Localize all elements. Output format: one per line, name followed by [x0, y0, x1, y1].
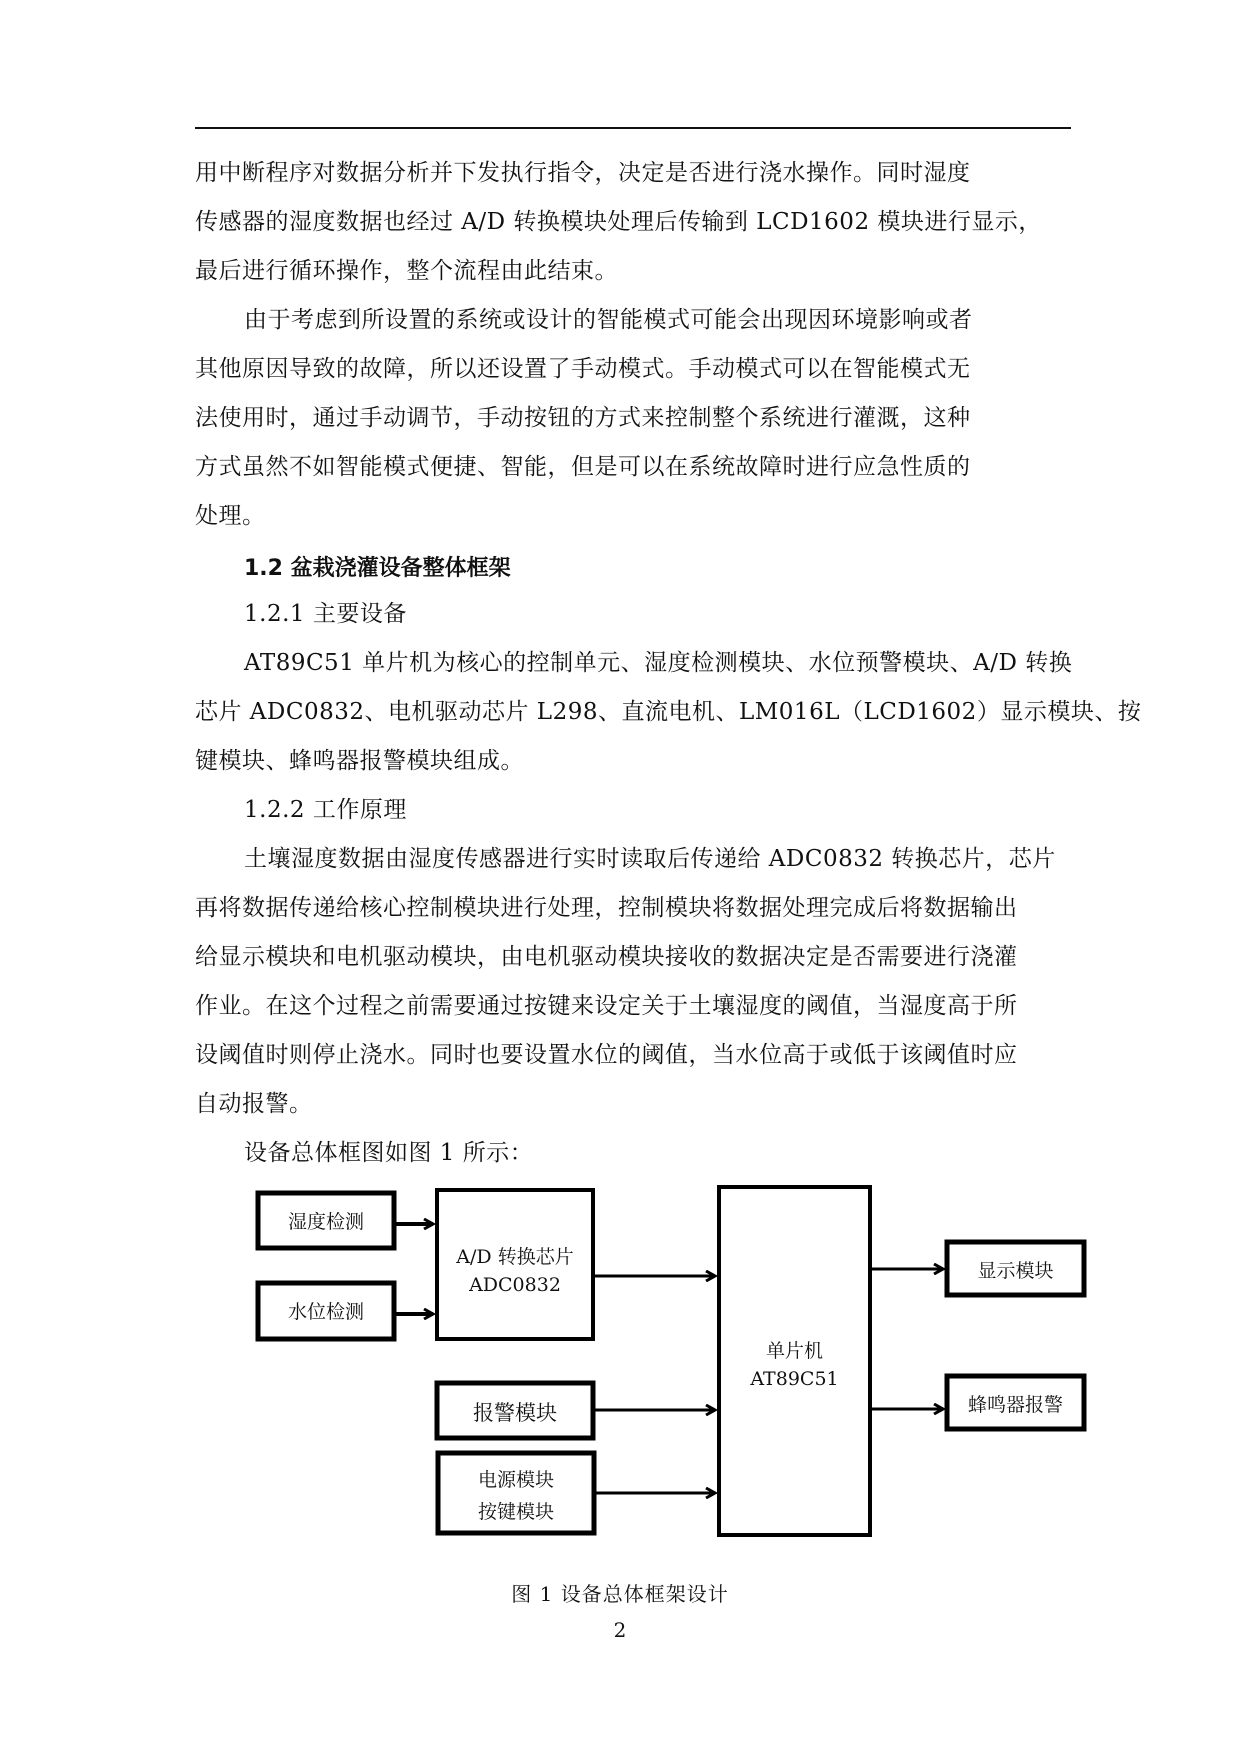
text-line: AT89C51 单片机为核心的控制单元、湿度检测模块、水位预警模块、A/D 转换: [244, 650, 1073, 676]
text-line: 作业。在这个过程之前需要通过按键来设定关于土壤湿度的阈值，当湿度高于所: [195, 993, 1018, 1019]
alarm-module-label: 报警模块: [473, 1401, 557, 1425]
text-line: 传感器的湿度数据也经过 A/D 转换模块处理后传输到 LCD1602 模块进行显示，: [195, 209, 1042, 235]
text-line: 设阈值时则停止浇水。同时也要设置水位的阈值，当水位高于或低于该阈值时应: [195, 1042, 1018, 1068]
text-line: 由于考虑到所设置的系统或设计的智能模式可能会出现因环境影响或者: [244, 307, 973, 333]
text-line: 再将数据传递给核心控制模块进行处理，控制模块将数据处理完成后将数据输出: [195, 895, 1018, 921]
text-line: 方式虽然不如智能模式便捷、智能，但是可以在系统故障时进行应急性质的: [195, 454, 971, 480]
text-line: 其他原因导致的故障，所以还设置了手动模式。手动模式可以在智能模式无: [195, 356, 971, 382]
mcu-label-line1: 单片机: [765, 1340, 823, 1362]
humidity-detection-label: 湿度检测: [287, 1211, 364, 1233]
mcu-label-line2: AT89C51: [750, 1368, 839, 1390]
text-line: 最后进行循环操作，整个流程由此结束。: [195, 258, 618, 284]
text-line: 芯片 ADC0832、电机驱动芯片 L298、直流电机、LM016L（LCD1602）显示模块、按: [195, 699, 1142, 725]
text-line: 给显示模块和电机驱动模块，由电机驱动模块接收的数据决定是否需要进行浇灌: [195, 944, 1018, 970]
header-rule: [195, 127, 1071, 129]
text-line: 自动报警。: [195, 1091, 313, 1117]
adc-label-line1: A/D 转换芯片: [456, 1246, 574, 1268]
page-number: 2: [613, 1618, 627, 1642]
adc-label-line2: ADC0832: [469, 1274, 561, 1296]
subheading: 1.2.2 工作原理: [244, 797, 407, 823]
text-line: 用中断程序对数据分析并下发执行指令，决定是否进行浇水操作。同时湿度: [195, 160, 971, 186]
figure-caption: 图 1 设备总体框架设计: [511, 1582, 729, 1606]
display-module-label: 显示模块: [977, 1260, 1054, 1282]
water-level-detection-label: 水位检测: [287, 1301, 364, 1323]
subheading: 1.2.1 主要设备: [244, 601, 407, 627]
power-module-label: 电源模块: [477, 1469, 554, 1491]
text-line: 土壤湿度数据由湿度传感器进行实时读取后传递给 ADC0832 转换芯片，芯片: [244, 846, 1056, 872]
section-heading: 1.2 盆栽浇灌设备整体框架: [244, 556, 511, 581]
buzzer-alarm-label: 蜂鸣器报警: [967, 1394, 1063, 1416]
key-module-label: 按键模块: [477, 1501, 554, 1523]
text-line: 法使用时，通过手动调节，手动按钮的方式来控制整个系统进行灌溉，这种: [195, 405, 971, 431]
text-line: 设备总体框图如图 1 所示：: [244, 1140, 534, 1166]
text-line: 键模块、蜂鸣器报警模块组成。: [195, 748, 524, 774]
text-line: 处理。: [195, 503, 266, 529]
